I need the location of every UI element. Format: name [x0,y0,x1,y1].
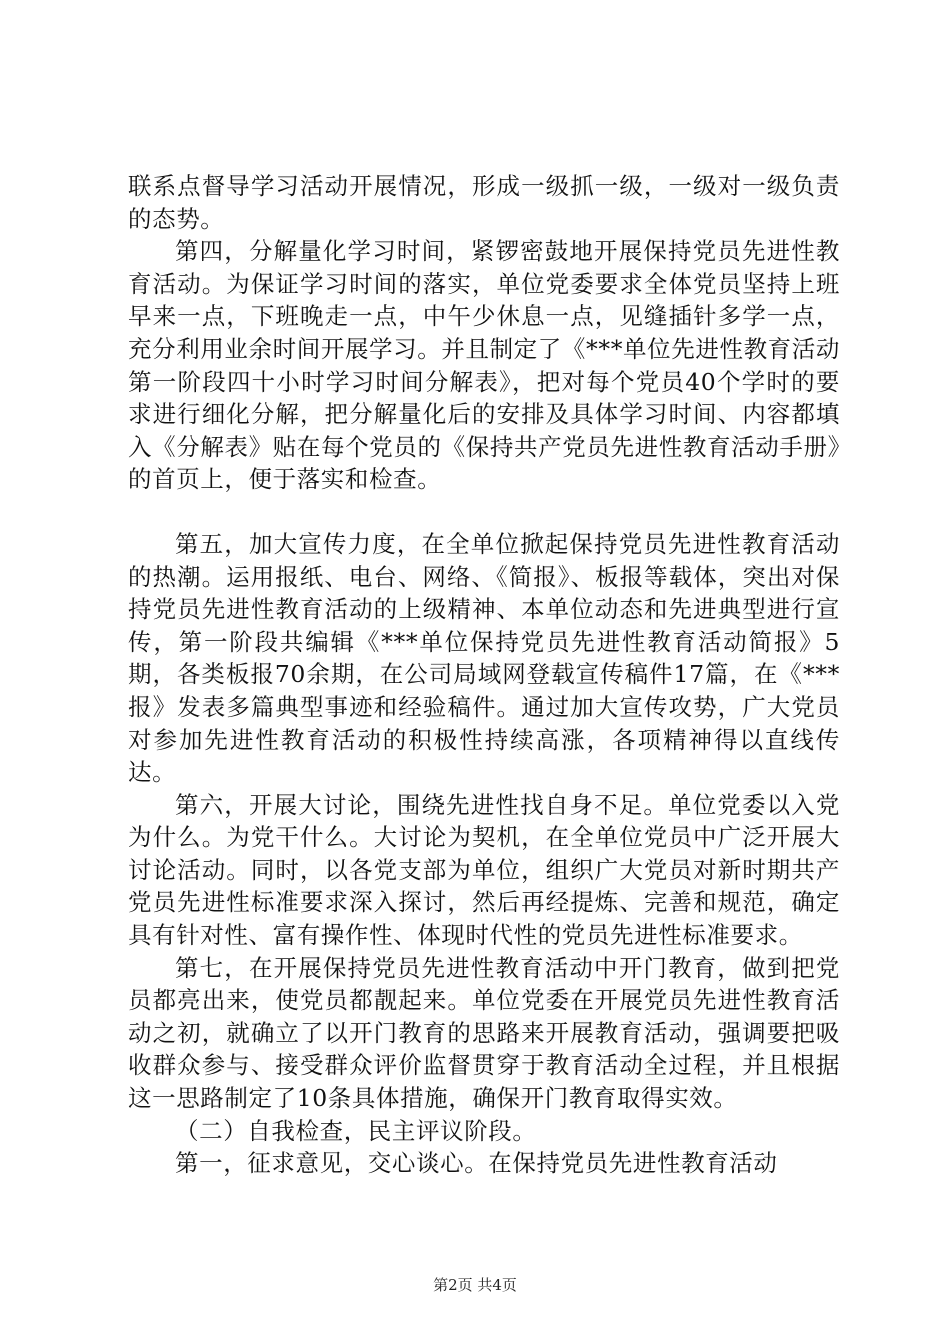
paragraph-first: 第一，征求意见，交心谈心。在保持党员先进性教育活动 [175,1149,778,1178]
paragraph-fifth: 第五，加大宣传力度，在全单位掀起保持党员先进性教育活动的热潮。运用报纸、电台、网络、《简报》、板报等载体，突出对保持党员先进性教育活动的上级精神、本单位动态和先进典型进行宣传，第一阶段共编辑《***单位保持党员先进性教育活动简报》5期，各类板报70余期，在公司局域网登载宣传稿件17篇，在《***报》发表多篇典型事迹和经验稿件。通过加大宣传攻势，广大党员对参加先进性教育活动的积极性持续高涨，各项精神得以直线传达。 [128,529,840,787]
section-heading-self-inspection: （二）自我检查，民主评议阶段。 [175,1116,537,1145]
document-body [128,170,840,1180]
paragraph-continuation: 联系点督导学习活动开展情况，形成一级抓一级，一级对一级负责的态势。 [128,172,840,233]
page-number-footer: 第2页 共4页 [433,1276,517,1294]
paragraph-fourth: 第四，分解量化学习时间，紧锣密鼓地开展保持党员先进性教育活动。为保证学习时间的落实，单位党委要求全体党员坚持上班早来一点，下班晚走一点，中午少休息一点，见缝插针多学一点，充分利用业余时间开展学习。并且制定了《***单位先进性教育活动第一阶段四十小时学习时间分解表》，把对每个党员40个学时的要求进行细化分解，把分解量化后的安排及具体学习时间、内容都填入《分解表》贴在每个党员的《保持共产党员先进性教育活动手册》的首页上，便于落实和检查。 [128,237,840,494]
paragraph-seventh: 第七，在开展保持党员先进性教育活动中开门教育，做到把党员都亮出来，使党员都靓起来。单位党委在开展党员先进性教育活动之初，就确立了以开门教育的思路来开展教育活动，强调要把吸收群众参与、接受群众评价监督贯穿于教育活动全过程，并且根据这一思路制定了10条具体措施，确保开门教育取得实效。 [128,953,840,1113]
paragraph-gap [128,496,840,528]
paragraph-sixth: 第六，开展大讨论，围绕先进性找自身不足。单位党委以入党为什么。为党干什么。大讨论为契机，在全单位党员中广泛开展大讨论活动。同时，以各党支部为单位，组织广大党员对新时期共产党员先进性标准要求深入探讨，然后再经提炼、完善和规范，确定具有针对性、富有操作性、体现时代性的党员先进性标准要求。 [128,790,840,950]
